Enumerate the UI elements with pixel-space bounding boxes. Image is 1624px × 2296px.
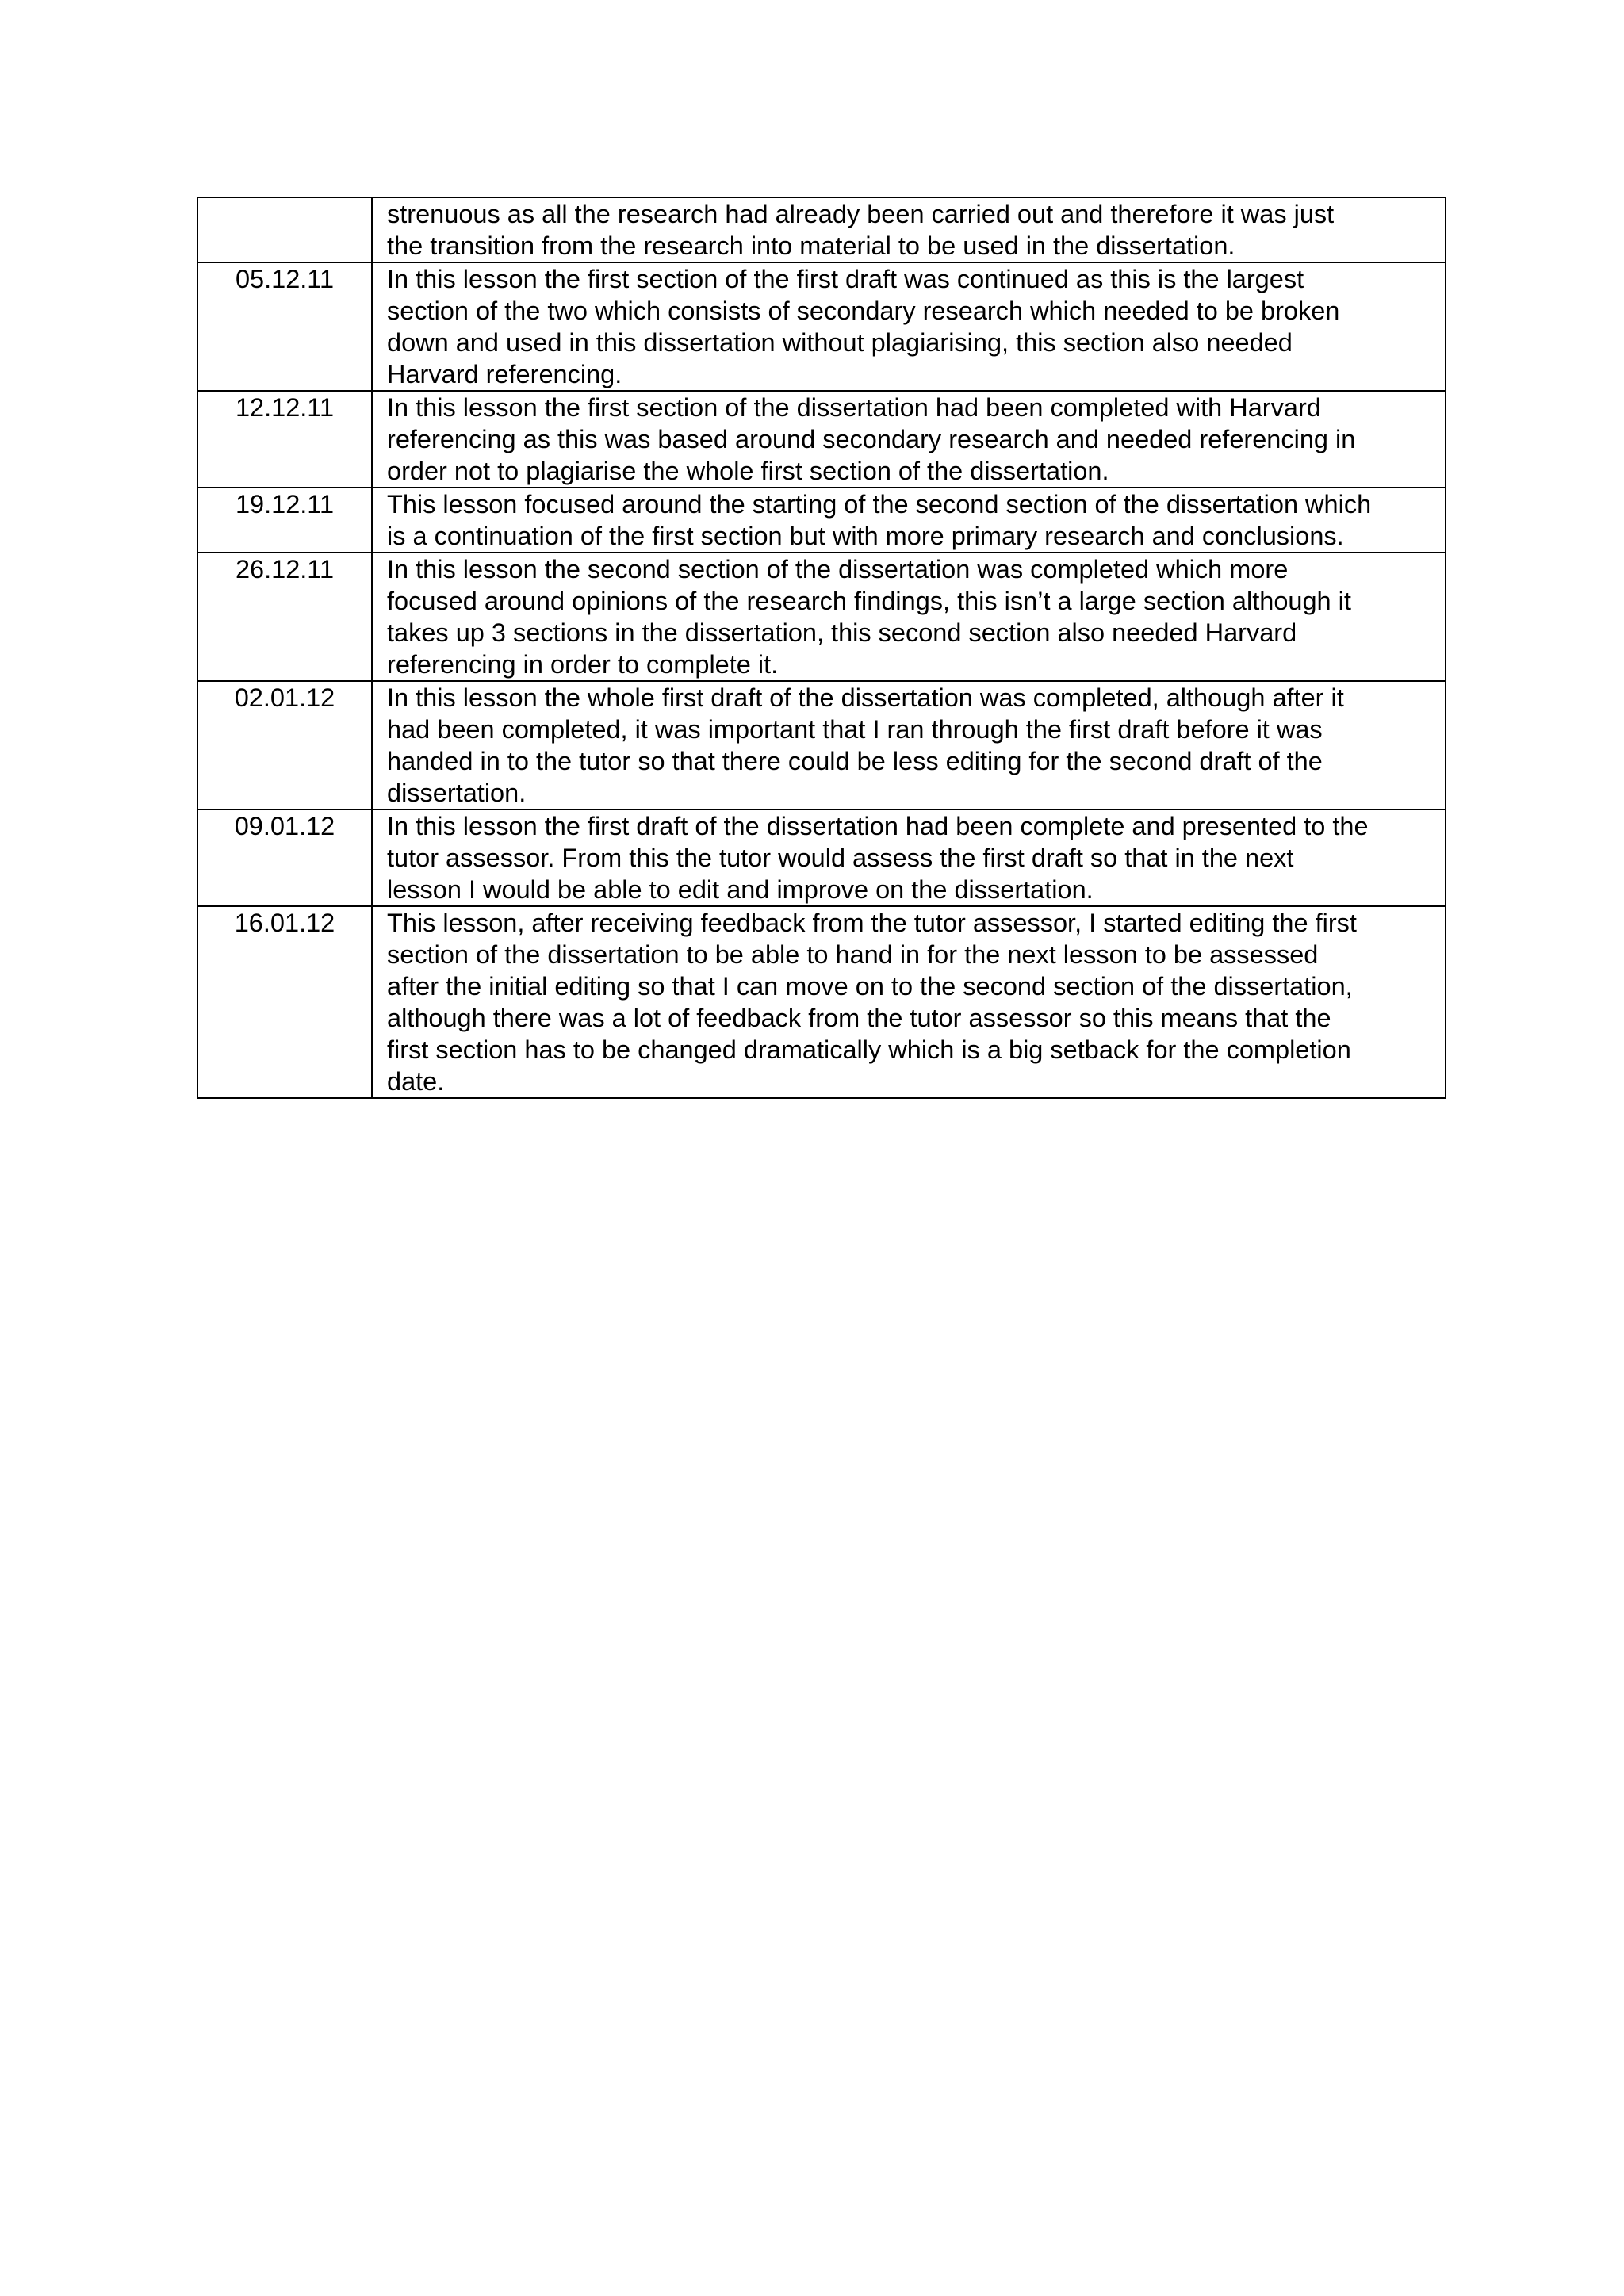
lesson-description-line: In this lesson the whole first draft of the dissertation was completed, although after it xyxy=(387,683,1344,712)
lesson-description-line: is a continuation of the first section but with more primary research and conclusions. xyxy=(387,522,1344,550)
lesson-description-line: In this lesson the first section of the dissertation had been completed with Harvard xyxy=(387,393,1321,422)
lesson-description-line: the transition from the research into material to be used in the dissertation. xyxy=(387,232,1235,260)
lesson-log-row xyxy=(197,488,1446,553)
lesson-date-cell xyxy=(197,391,372,488)
lesson-log-row xyxy=(197,262,1446,391)
lesson-date: 09.01.12 xyxy=(234,812,335,840)
lesson-description-cell xyxy=(372,809,1446,906)
lesson-description-cell xyxy=(372,681,1446,809)
lesson-description-line: strenuous as all the research had already been carried out and therefore it was just xyxy=(387,200,1335,228)
lesson-description-line: In this lesson the first draft of the dissertation had been complete and presented to the xyxy=(387,812,1369,840)
lesson-description-line: although there was a lot of feedback from the tutor assessor so this means that the xyxy=(387,1004,1331,1032)
lesson-description-line: tutor assessor. From this the tutor would assess the first draft so that in the next xyxy=(387,844,1294,872)
lesson-description-line: order not to plagiarise the whole first section of the dissertation. xyxy=(387,457,1109,485)
lesson-description-cell xyxy=(372,488,1446,553)
lesson-description-cell xyxy=(372,553,1446,681)
lesson-description-line: down and used in this dissertation without plagiarising, this section also needed xyxy=(387,328,1293,357)
lesson-log-row xyxy=(197,553,1446,681)
lesson-description-line: handed in to the tutor so that there could be less editing for the second draft of the xyxy=(387,747,1323,775)
lesson-date-cell xyxy=(197,553,372,681)
lesson-description-line: referencing as this was based around secondary research and needed referencing in xyxy=(387,425,1356,453)
lesson-log-row xyxy=(197,906,1446,1098)
lesson-description-line: In this lesson the first section of the first draft was continued as this is the largest xyxy=(387,265,1304,293)
lesson-description-line: focused around opinions of the research findings, this isn’t a large section although it xyxy=(387,587,1351,615)
lesson-description-cell xyxy=(372,262,1446,391)
lesson-date-cell xyxy=(197,809,372,906)
lesson-description-cell xyxy=(372,197,1446,262)
lesson-description-line: This lesson focused around the starting of the second section of the dissertation which xyxy=(387,490,1372,519)
lesson-log-row xyxy=(197,809,1446,906)
lesson-description-cell xyxy=(372,906,1446,1098)
lesson-description-line: after the initial editing so that I can move on to the second section of the dissertation, xyxy=(387,972,1353,1001)
lesson-date: 19.12.11 xyxy=(235,490,335,519)
lesson-description-line: referencing in order to complete it. xyxy=(387,650,779,679)
lesson-description-cell xyxy=(372,391,1446,488)
lesson-log-row xyxy=(197,197,1446,262)
lesson-date: 02.01.12 xyxy=(234,683,335,712)
lesson-description-line: lesson I would be able to edit and improve on the dissertation. xyxy=(387,875,1094,904)
lesson-date-cell xyxy=(197,197,372,262)
lesson-log-row xyxy=(197,391,1446,488)
lesson-description-line: Harvard referencing. xyxy=(387,360,622,388)
lesson-log-body xyxy=(197,197,1446,1098)
lesson-description-line: date. xyxy=(387,1067,445,1096)
lesson-description-line: takes up 3 sections in the dissertation, this second section also needed Harvard xyxy=(387,618,1297,647)
lesson-description-line: This lesson, after receiving feedback from the tutor assessor, I started editing the first xyxy=(387,909,1357,937)
lesson-date: 05.12.11 xyxy=(235,265,335,293)
lesson-date: 26.12.11 xyxy=(235,555,335,584)
lesson-description-line: dissertation. xyxy=(387,779,527,807)
lesson-description-line: section of the dissertation to be able to hand in for the next lesson to be assessed xyxy=(387,940,1319,969)
lesson-description-line: had been completed, it was important that I ran through the first draft before it was xyxy=(387,715,1323,744)
lesson-date: 16.01.12 xyxy=(234,909,335,937)
lesson-date-cell xyxy=(197,488,372,553)
lesson-date: 12.12.11 xyxy=(235,393,335,422)
lesson-description-line: section of the two which consists of secondary research which needed to be broken xyxy=(387,297,1340,325)
lesson-date-cell xyxy=(197,906,372,1098)
lesson-description-line: In this lesson the second section of the dissertation was completed which more xyxy=(387,555,1289,584)
lesson-date-cell xyxy=(197,262,372,391)
lesson-log-table xyxy=(197,197,1446,1099)
lesson-date-cell xyxy=(197,681,372,809)
lesson-log-row xyxy=(197,681,1446,809)
lesson-description-line: first section has to be changed dramatically which is a big setback for the completion xyxy=(387,1035,1351,1064)
